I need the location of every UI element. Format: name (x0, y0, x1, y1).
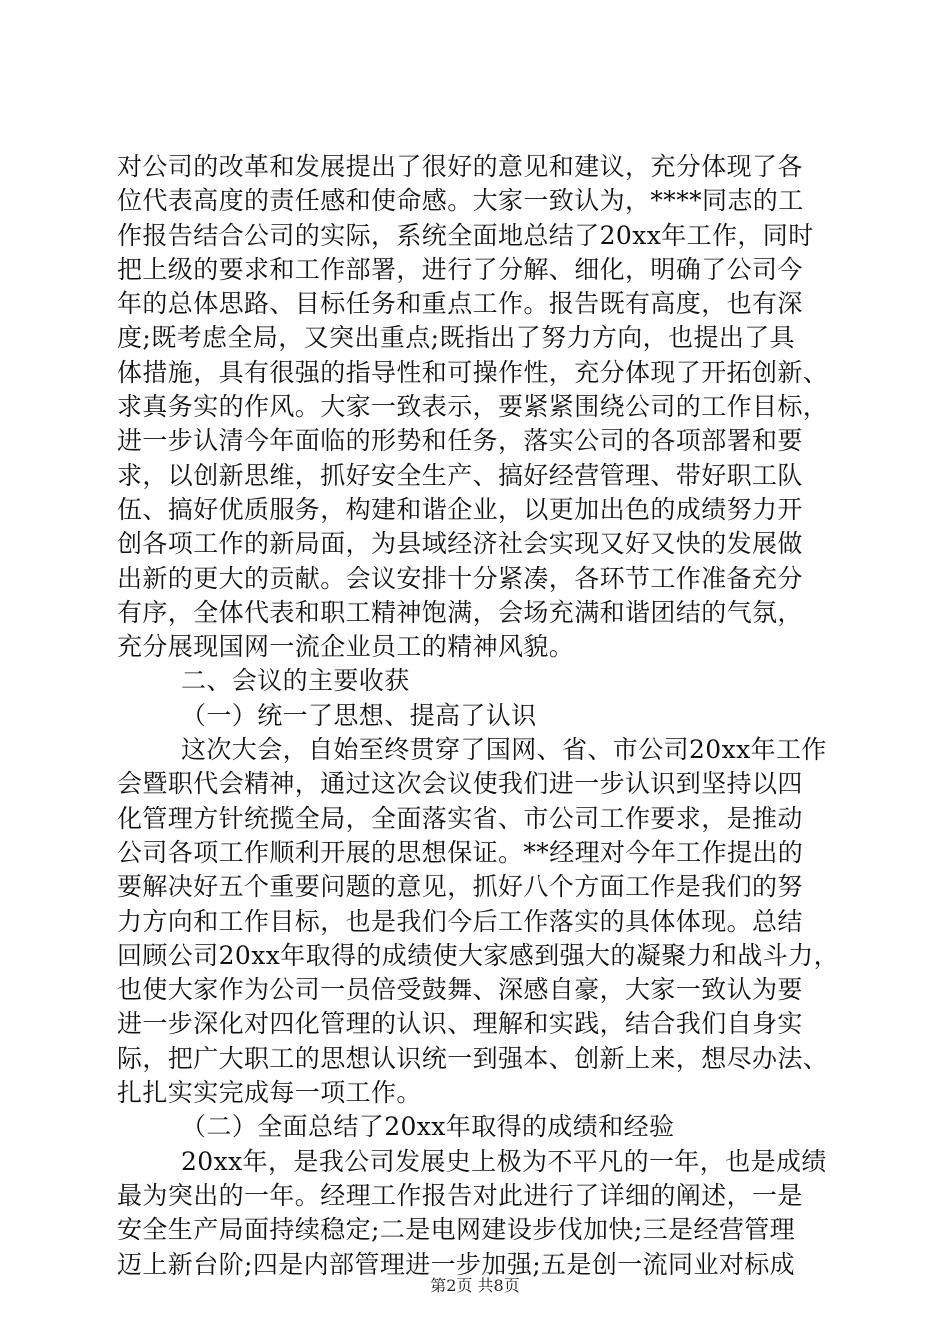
text-line: 位代表高度的责任感和使命感。大家一致认为，****同志的工 (117, 186, 804, 216)
text-line: 力方向和工作目标，也是我们今后工作落实的具体体现。总结 (117, 906, 803, 936)
text-line: 化管理方针统揽全局，全面落实省、市公司工作要求，是推动 (117, 803, 803, 833)
paragraph-first-line: 20xx年，是我公司发展史上极为不平凡的一年，也是成绩 (181, 1146, 827, 1176)
text-line: 最为突出的一年。经理工作报告对此进行了详细的阐述，一是 (117, 1180, 803, 1210)
text-line: 安全生产局面持续稳定;二是电网建设步伐加快;三是经营管理 (117, 1215, 796, 1245)
text-line: 公司各项工作顺利开展的思想保证。**经理对今年工作提出的 (117, 837, 804, 867)
text-line: 年的总体思路、目标任务和重点工作。报告既有高度，也有深 (117, 289, 803, 319)
text-line: 也使大家作为公司一员倍受鼓舞、深感自豪，大家一致认为要 (117, 975, 803, 1005)
subsection-heading: （一）统一了思想、提高了认识 (181, 700, 537, 730)
text-line: 要解决好五个重要问题的意见，抓好八个方面工作是我们的努 (117, 872, 803, 902)
text-line: 充分展现国网一流企业员工的精神风貌。 (117, 632, 575, 662)
text-line: 体措施，具有很强的指导性和可操作性，充分体现了开拓创新、 (117, 357, 829, 387)
text-line: 迈上新台阶;四是内部管理进一步加强;五是创一流同业对标成 (117, 1249, 796, 1279)
paragraph-first-line: 这次大会，自始至终贯穿了国网、省、市公司20xx年工作 (181, 735, 827, 765)
text-line: 际，把广大职工的思想认识统一到强本、创新上来，想尽办法、 (117, 1043, 829, 1073)
text-line: 求，以创新思维，抓好安全生产、搞好经营管理、带好职工队 (117, 460, 803, 490)
text-line: 对公司的改革和发展提出了很好的意见和建议，充分体现了各 (117, 152, 803, 181)
text-line: 回顾公司20xx年取得的成绩使大家感到强大的凝聚力和战斗力， (117, 940, 840, 970)
text-line: 有序，全体代表和职工精神饱满，会场充满和谐团结的气氛， (117, 597, 803, 627)
text-line: 会暨职代会精神，通过这次会议使我们进一步认识到坚持以四 (117, 769, 803, 799)
section-heading: 二、会议的主要收获 (181, 666, 410, 696)
text-line: 出新的更大的贡献。会议安排十分紧凑，各环节工作准备充分 (117, 563, 803, 593)
text-line: 度;既考虑全局，又突出重点;既指出了努力方向，也提出了具 (117, 323, 796, 353)
subsection-heading: （二）全面总结了20xx年取得的成绩和经验 (181, 1112, 675, 1142)
text-line: 伍、搞好优质服务，构建和谐企业，以更加出色的成绩努力开 (117, 494, 803, 524)
text-line: 进一步深化对四化管理的认识、理解和实践，结合我们自身实 (117, 1009, 803, 1039)
text-line: 把上级的要求和工作部署，进行了分解、细化，明确了公司今 (117, 254, 803, 284)
text-line: 求真务实的作风。大家一致表示，要紧紧围绕公司的工作目标， (117, 392, 829, 422)
text-line: 创各项工作的新局面，为县域经济社会实现又好又快的发展做 (117, 529, 803, 559)
text-line: 作报告结合公司的实际，系统全面地总结了20xx年工作，同时 (117, 220, 814, 250)
text-line: 扎扎实实完成每一项工作。 (117, 1078, 422, 1108)
text-line: 进一步认清今年面临的形势和任务，落实公司的各项部署和要 (117, 426, 803, 456)
document-body (117, 150, 839, 1282)
page-number-footer: 第2页 共8页 (430, 1276, 520, 1295)
